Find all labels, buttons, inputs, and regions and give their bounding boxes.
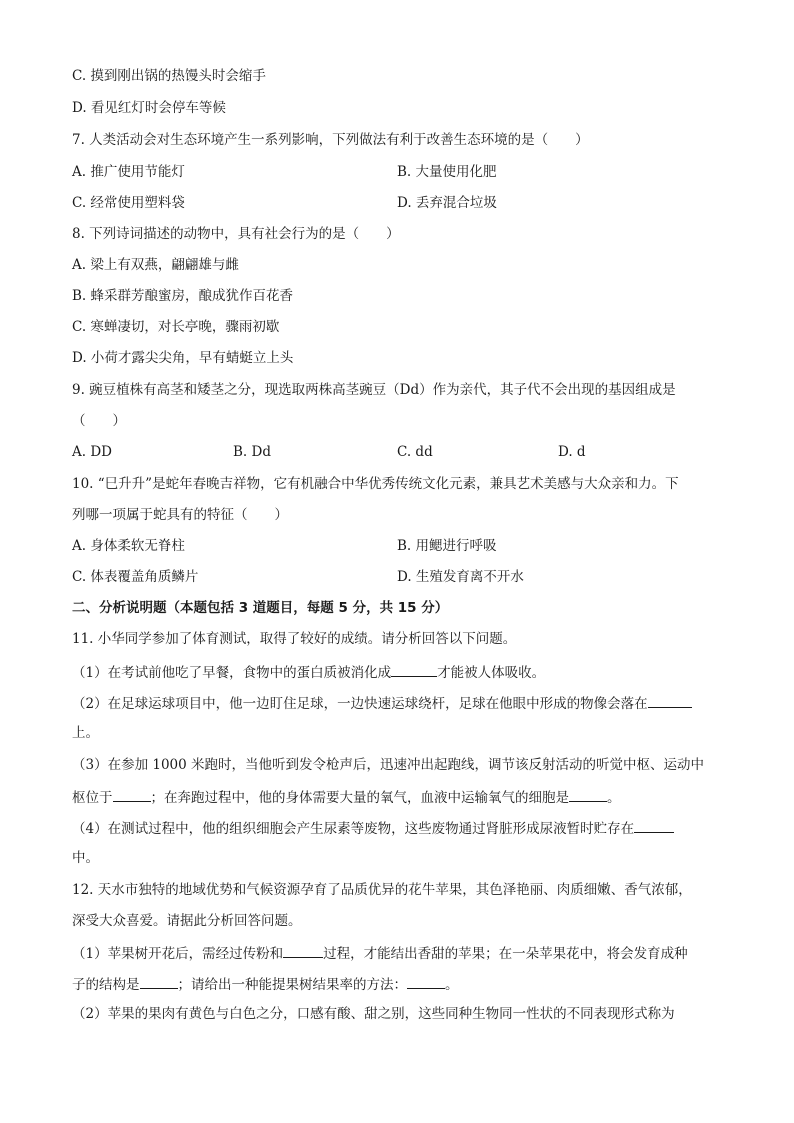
q12-stem-line1: 12. 天水市独特的地域优势和气候资源孕育了品质优异的花牛苹果，其色泽艳丽、肉质细嫩、香气浓郁， xyxy=(72,882,692,898)
section2-heading: 二、分析说明题（本题包括 3 道题目，每题 5 分，共 15 分） xyxy=(72,600,449,616)
q6-option-c: C. 摸到刚出锅的热馒头时会缩手 xyxy=(72,68,266,84)
q10-option-b: B. 用鳃进行呼吸 xyxy=(397,538,497,554)
q11-part4-line1: （4）在测试过程中，他的组织细胞会产生尿素等废物，这些废物通过肾脏形成尿液暂时贮存在 xyxy=(72,818,674,838)
q11-part2-line1: （2）在足球运球项目中，他一边盯住足球，一边快速运球绕杆，足球在他眼中形成的物像会落在 xyxy=(72,693,692,713)
q7-option-c: C. 经常使用塑料袋 xyxy=(72,195,185,211)
q6-option-d: D. 看见红灯时会停车等候 xyxy=(72,100,226,116)
q10-option-a: A. 身体柔软无脊柱 xyxy=(72,538,185,554)
q10-option-d: D. 生殖发育离不开水 xyxy=(397,569,524,585)
q9-option-a: A. DD xyxy=(72,444,112,460)
answer-blank[interactable] xyxy=(407,974,445,989)
q8-option-a: A. 梁上有双燕，翩翩雄与雌 xyxy=(72,257,239,273)
q12-stem-line2: 深受大众喜爱。请据此分析回答问题。 xyxy=(72,913,302,929)
q11-part4-line2: 中。 xyxy=(72,850,99,866)
answer-blank[interactable] xyxy=(391,662,437,677)
answer-blank[interactable] xyxy=(140,974,178,989)
q7-option-a: A. 推广使用节能灯 xyxy=(72,164,185,180)
q11-part3-line1: （3）在参加 1000 米跑时，当他听到发令枪声后，迅速冲出起跑线，调节该反射活动的听觉中枢、运动中 xyxy=(72,757,705,773)
answer-blank[interactable] xyxy=(569,787,607,802)
q12-part1-line2: 子的结构是 ；请给出一种能提果树结果率的方法： 。 xyxy=(72,974,459,994)
q7-option-b: B. 大量使用化肥 xyxy=(397,164,497,180)
q12-part2-line1: （2）苹果的果肉有黄色与白色之分，口感有酸、甜之别，这些同种生物同一性状的不同表现形式称为 xyxy=(72,1006,675,1022)
q8-stem: 8. 下列诗词描述的动物中，具有社会行为的是（ ） xyxy=(72,226,400,242)
q9-answer-paren: （ ） xyxy=(72,413,126,429)
answer-blank[interactable] xyxy=(283,943,323,958)
q7-stem: 7. 人类活动会对生态环境产生一系列影响，下列做法有利于改善生态环境的是（ ） xyxy=(72,132,589,148)
q8-option-c: C. 寒蝉凄切，对长亭晚，骤雨初歇 xyxy=(72,319,280,335)
q12-part1-line1: （1）苹果树开花后，需经过传粉和 过程，才能结出香甜的苹果；在一朵苹果花中，将会发育成种 xyxy=(72,943,688,963)
q9-option-c: C. dd xyxy=(397,444,433,460)
q8-option-b: B. 蜂采群芳酿蜜房，酿成犹作百花香 xyxy=(72,288,294,304)
q9-option-d: D. d xyxy=(558,444,586,460)
q10-option-c: C. 体表覆盖角质鳞片 xyxy=(72,569,199,585)
q7-option-d: D. 丢弃混合垃圾 xyxy=(397,195,497,211)
q11-stem: 11. 小华同学参加了体育测试，取得了较好的成绩。请分析回答以下问题。 xyxy=(72,631,517,647)
answer-blank[interactable] xyxy=(113,787,151,802)
q11-part3-line2: 枢位于 ；在奔跑过程中，他的身体需要大量的氧气，血液中运输氧气的细胞是 。 xyxy=(72,787,621,807)
q9-stem: 9. 豌豆植株有高茎和矮茎之分，现选取两株高茎豌豆（Dd）作为亲代，其子代不会出现的基因组成是 xyxy=(72,382,676,398)
q10-stem-line1: 10. “巳升升”是蛇年春晚吉祥物，它有机融合中华优秀传统文化元素，兼具艺术美感与大众亲和力。下 xyxy=(72,476,679,492)
q10-stem-line2: 列哪一项属于蛇具有的特征（ ） xyxy=(72,507,288,523)
q9-option-b: B. Dd xyxy=(233,444,271,460)
q11-part2-line2: 上。 xyxy=(72,725,99,741)
answer-blank[interactable] xyxy=(634,818,674,833)
q11-part1: （1）在考试前他吃了早餐，食物中的蛋白质被消化成 才能被人体吸收。 xyxy=(72,662,545,682)
q8-option-d: D. 小荷才露尖尖角，早有蜻蜓立上头 xyxy=(72,350,294,366)
answer-blank[interactable] xyxy=(648,693,692,708)
